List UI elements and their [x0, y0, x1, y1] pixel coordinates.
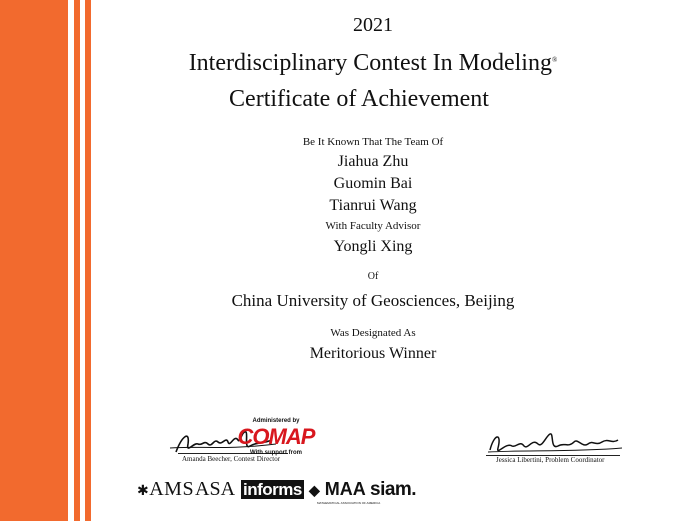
ams-logo-text: AMS [149, 478, 195, 500]
informs-logo [241, 480, 304, 500]
ams-logo [137, 478, 194, 501]
informs-logo-text: informs [243, 480, 302, 499]
maa-subtitle: MATHEMATICAL ASSOCIATION OF AMERICA [317, 501, 381, 505]
institution-name: China University of Geosciences, Beijing [231, 291, 515, 310]
support-label: With support from [250, 450, 302, 456]
coordinator-signature [484, 430, 624, 458]
designation-label: Was Designated As [330, 327, 416, 339]
advisor-label: With Faculty Advisor [325, 220, 421, 232]
stripe-narrow-2 [85, 0, 91, 521]
maa-logo [309, 479, 366, 500]
ams-star-icon: ✱ [137, 484, 150, 499]
team-member: Jiahua Zhu [337, 153, 409, 170]
certificate-title: Certificate of Achievement [229, 86, 489, 112]
asa-logo: ASA [195, 478, 236, 500]
coordinator-caption: Jessica Libertini, Problem Coordinator [496, 456, 605, 464]
team-intro: Be It Known That The Team Of [302, 136, 444, 148]
maa-mark-icon: ◆ [309, 482, 320, 498]
team-member: Tianrui Wang [329, 197, 417, 214]
award-designation: Meritorious Winner [309, 345, 437, 362]
maa-logo-text: MAA [324, 479, 366, 499]
certificate-year: 2021 [353, 14, 393, 36]
stripe-narrow-1 [74, 0, 80, 521]
director-caption: Amanda Beecher, Contest Director [182, 455, 281, 463]
faculty-advisor: Yongli Xing [333, 238, 413, 255]
siam-logo: siam. [370, 479, 417, 500]
stripe-wide [0, 0, 68, 521]
contest-name [100, 50, 646, 77]
comap-logo: COMAP [237, 424, 315, 449]
contest-name-text: Interdisciplinary Contest In Modeling [188, 50, 552, 76]
of-label: Of [367, 271, 379, 282]
administered-by-label: Administered by [252, 418, 300, 424]
team-member: Guomin Bai [333, 175, 413, 192]
trademark-mark: ® [551, 56, 558, 64]
comap-block [236, 418, 316, 478]
decorative-stripes [0, 0, 100, 521]
